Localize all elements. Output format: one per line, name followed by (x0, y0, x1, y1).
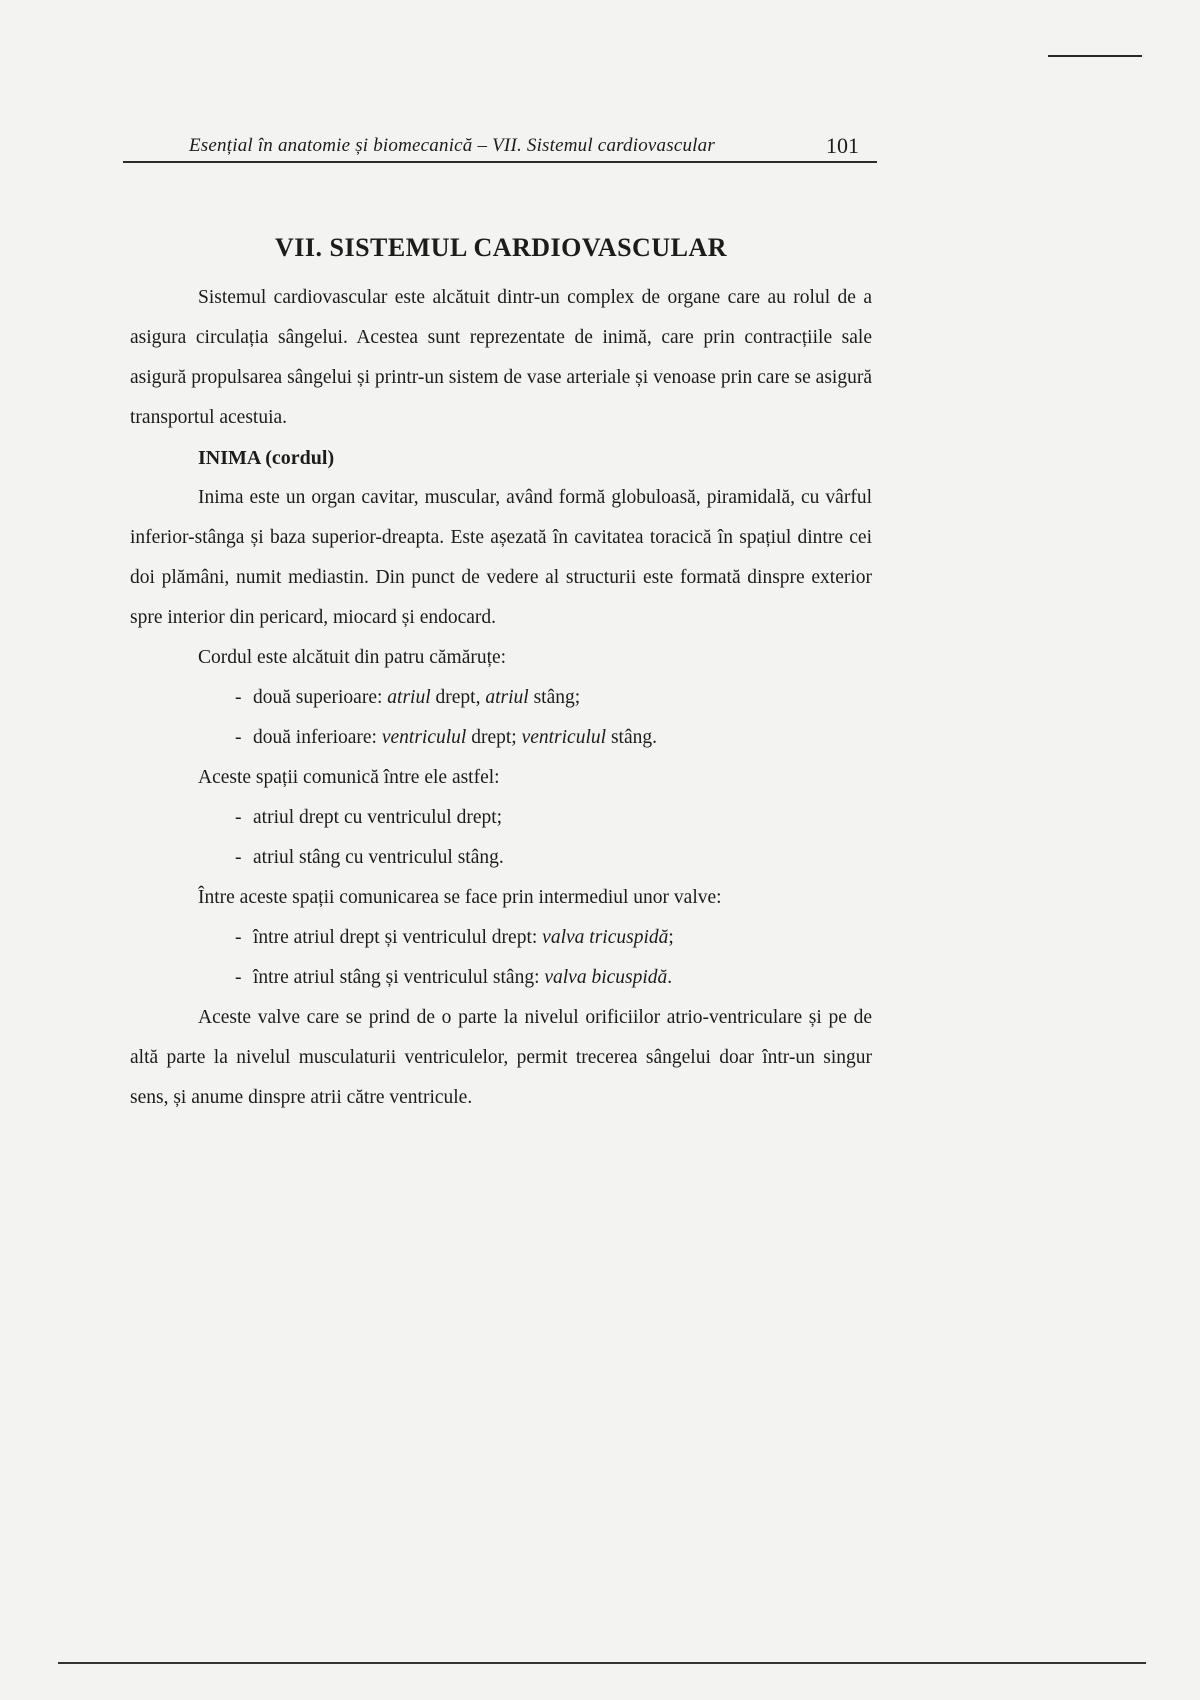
intro-paragraph: Sistemul cardiovascular este alcătuit dintr-un complex de organe care au rolul de a asigura circulația sângelui. Acestea sunt reprezentate de inimă, care prin contracțiile sale asigură propulsarea sângelui și printr-un sistem de vase arteriale și venoase prin care se asigură transportul acestuia. (130, 287, 872, 428)
corner-rule (1048, 55, 1142, 57)
chambers-intro-paragraph: Cordul este alcătuit din patru cămăruțe: (198, 647, 507, 668)
chambers-list (130, 678, 872, 758)
communication-list (130, 798, 872, 878)
communication-intro-paragraph: Aceste spații comunică între ele astfel: (198, 767, 500, 788)
list-item: - două superioare: atriul drept, atriul stâng; (235, 687, 581, 708)
running-header (123, 131, 877, 163)
list-item: - între atriul stâng și ventriculul stâng: valva bicuspidă. (235, 967, 673, 988)
list-item: - atriul drept cu ventriculul drept; (235, 807, 503, 828)
heart-description-paragraph: Inima este un organ cavitar, muscular, având formă globuloasă, piramidală, cu vârful inferior-stânga și baza superior-dreapta. Este așezată în cavitatea toracică în spațiul dintre cei doi plămâni, numit mediastin. Din punct de vedere al structurii este formată dinspre exterior spre interior din pericard, miocard și endocard. (130, 487, 872, 628)
page-number: 101 (826, 133, 859, 158)
list-item: - între atriul drept și ventriculul drept: valva tricuspidă; (235, 927, 674, 948)
chapter-title: VII. SISTEMUL CARDIOVASCULAR (274, 233, 727, 262)
valves-intro-paragraph: Între aceste spații comunicarea se face prin intermediul unor valve: (198, 887, 722, 908)
valves-function-paragraph: Aceste valve care se prind de o parte la nivelul orificiilor atrio-ventriculare și pe de altă parte la nivelul musculaturii ventriculelor, permit trecerea sângelui doar într-un singur sens, și anume dinspre atrii către ventricule. (130, 1007, 872, 1108)
valves-list (130, 918, 872, 998)
list-item: - atriul stâng cu ventriculul stâng. (235, 847, 504, 868)
list-item: - două inferioare: ventriculul drept; ventriculul stâng. (235, 727, 657, 748)
section-title: INIMA (cordul) (198, 447, 335, 469)
page-content (130, 228, 872, 1118)
running-header-title: Esențial în anatomie și biomecanică – VII. Sistemul cardiovascular (189, 135, 715, 156)
bottom-rule (58, 1662, 1146, 1664)
